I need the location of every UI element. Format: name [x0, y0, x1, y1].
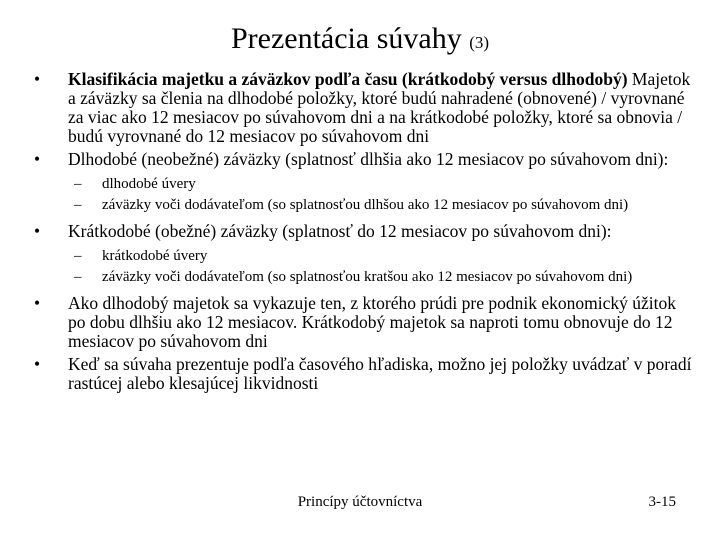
bullet-mark: •	[34, 149, 41, 169]
bullet-long-term-assets	[30, 294, 695, 351]
bullet-mark: •	[34, 293, 41, 313]
bullet-long-term-liabilities	[30, 150, 695, 169]
sub-item-text: krátkodobé úvery	[102, 248, 208, 264]
bullet-classification	[30, 70, 695, 146]
sub-item	[30, 197, 695, 214]
slide-title	[0, 22, 720, 56]
sub-item	[30, 269, 695, 286]
slide-content	[30, 70, 695, 397]
sub-item	[30, 248, 695, 265]
bullet-long-term-assets-text: Ako dlhodobý majetok sa vykazuje ten, z ktorého prúdi pre podnik ekonomický úžitok po dobu dlhšiu ako 12 mesiacov. Krátkodobý majetok sa naproti tomu obnovuje do 12 mesiacov po súvahovom dni	[68, 293, 676, 351]
sub-item-text: záväzky voči dodávateľom (so splatnosťou dlhšou ako 12 mesiacov po súvahovom dni)	[102, 197, 629, 213]
slide-title-main: Prezentácia súvahy	[230, 22, 462, 55]
sub-item-text: záväzky voči dodávateľom (so splatnosťou kratšou ako 12 mesiacov po súvahovom dni)	[102, 269, 633, 285]
bullet-mark: •	[34, 354, 41, 374]
bullet-short-term-liabilities	[30, 222, 695, 241]
bullet-liquidity-order-text: Keď sa súvaha prezentuje podľa časového hľadiska, možno jej položky uvádzať v poradí rastúcej alebo klesajúcej likvidnosti	[68, 354, 692, 393]
sub-item	[30, 176, 695, 193]
slide-title-number: (3)	[469, 33, 490, 52]
page-number: 3-15	[648, 494, 676, 510]
sub-item-text: dlhodobé úvery	[102, 176, 196, 192]
bullet-short-term-liabilities-text: Krátkodobé (obežné) záväzky (splatnosť do 12 mesiacov po súvahovom dni):	[68, 221, 612, 241]
short-term-liabilities-list	[30, 248, 695, 286]
long-term-liabilities-list	[30, 176, 695, 214]
dash-mark: –	[74, 176, 82, 192]
bullet-classification-heading: Klasifikácia majetku a záväzkov podľa času (krátkodobý versus dlhodobý)	[68, 69, 628, 89]
bullet-mark: •	[34, 69, 41, 89]
bullet-classification-text: Majetok a záväzky sa členia na dlhodobé položky, ktoré budú nahradené (obnovené) / vyrovnané za viac ako 12 mesiacov po súvahovom dni a na krátkodobé položky, ktoré sa obnovia / budú vyrovnané do 12 mesiacov po súvahovom dni	[68, 69, 691, 146]
bullet-liquidity-order	[30, 355, 695, 393]
dash-mark: –	[74, 248, 82, 264]
footer-course-title: Princípy účtovníctva	[297, 494, 423, 510]
bullet-mark: •	[34, 221, 41, 241]
bullet-long-term-liabilities-text: Dlhodobé (neobežné) záväzky (splatnosť dlhšia ako 12 mesiacov po súvahovom dni):	[68, 149, 669, 169]
dash-mark: –	[74, 197, 82, 213]
dash-mark: –	[74, 269, 82, 285]
